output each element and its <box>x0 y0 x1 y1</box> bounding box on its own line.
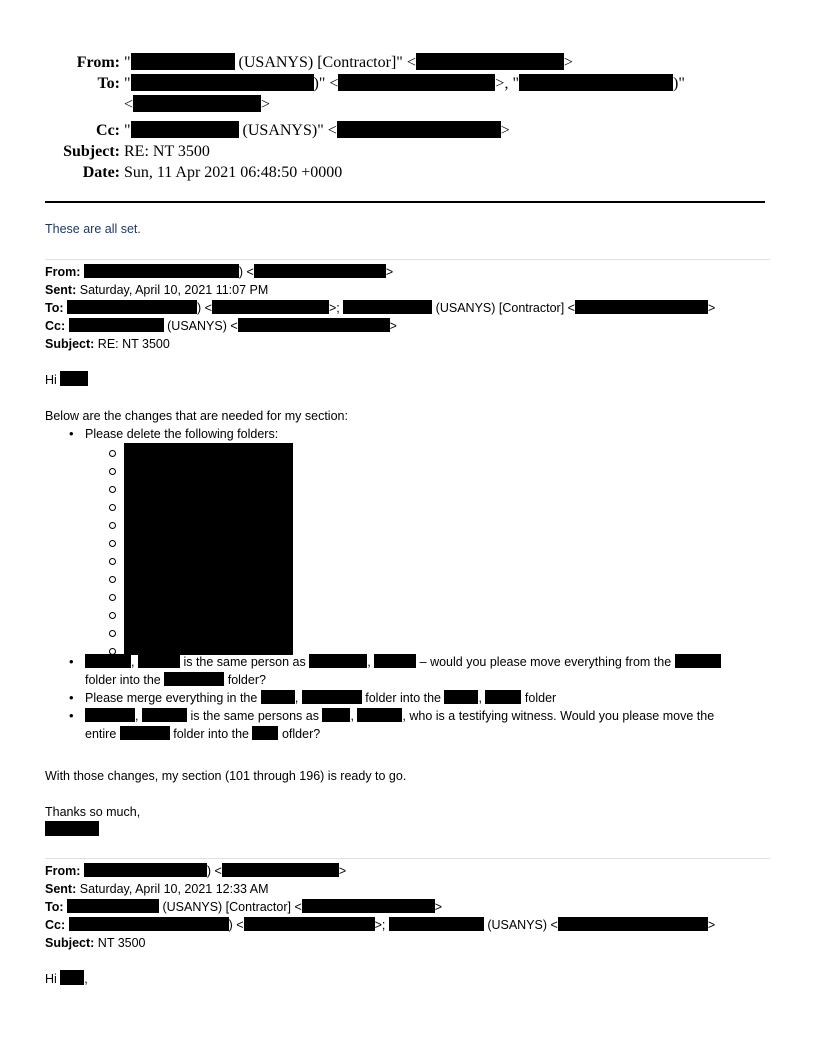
header-subject-value: RE: NT 3500 <box>124 143 210 160</box>
redaction <box>302 899 435 913</box>
redaction <box>222 863 339 877</box>
redaction <box>84 264 239 278</box>
redaction <box>416 53 564 70</box>
redaction <box>389 917 484 931</box>
header-from-row: From: " (USANYS) [Contractor]" < > <box>76 54 573 71</box>
redaction <box>69 318 164 332</box>
header-date-row <box>0 162 816 183</box>
redaction <box>254 264 386 278</box>
redaction <box>244 917 375 931</box>
redaction <box>131 121 239 138</box>
quoted-header-2: From: ) < > Sent: Saturday, April 10, 2021 12:33 AM To: (USANYS) [Contractor] < > Cc: ) < >; (USANYS) < > Subject: NT 3500 <box>45 864 716 950</box>
redaction <box>558 917 708 931</box>
list-item: • Please delete the following folders: <box>45 425 765 653</box>
redaction <box>131 74 314 91</box>
email-header: From: " (USANYS) [Contractor]" < > To: " )" < >, " )" < > Cc: " (USANYS)" < > Subject: RE: NT 3500 Date: Sun, 11 Apr 2021 06:48:50 +0000 <box>0 52 816 183</box>
signoff: Thanks so much, <box>45 803 140 839</box>
header-cc-row: Cc: " (USANYS)" < > <box>96 122 510 139</box>
header-to-label: To: <box>97 75 120 92</box>
redaction <box>124 443 293 655</box>
redaction <box>575 300 708 314</box>
redaction <box>60 970 84 985</box>
header-date-value: Sun, 11 Apr 2021 06:48:50 +0000 <box>124 164 343 181</box>
redaction <box>343 300 432 314</box>
list-item: • , is the same persons as , , who is a testifying witness. Would you please move the entire folder into the oflder? <box>45 707 765 743</box>
header-divider <box>45 201 765 203</box>
redaction <box>60 371 88 386</box>
folder-sublist <box>85 443 765 653</box>
redaction <box>338 74 495 91</box>
redaction <box>133 95 261 112</box>
list-item: • , is the same person as , – would you please move everything from the folder into the folder? <box>45 653 765 689</box>
quoted-header-1: From: ) < > Sent: Saturday, April 10, 2021 11:07 PM To: ) < >; (USANYS) [Contractor] < > Cc: (USANYS) < > Subject: RE: NT 3500 <box>45 265 716 351</box>
header-cc-org: (USANYS)" <box>242 122 324 139</box>
reply-text: These are all set. <box>45 222 141 236</box>
redaction <box>45 821 99 836</box>
header-from-org: (USANYS) [Contractor]" <box>238 54 403 71</box>
redaction <box>238 318 390 332</box>
message-separator <box>45 858 770 859</box>
intro-text: Below are the changes that are needed for my section: <box>45 409 348 423</box>
header-subject-row <box>0 141 816 162</box>
header-from-label: From: <box>76 54 120 71</box>
list-item: • Please merge everything in the , folder into the , folder <box>45 689 765 707</box>
header-date-label: Date: <box>82 164 120 181</box>
greeting-1: Hi <box>45 371 88 389</box>
greeting-2: Hi , <box>45 972 88 986</box>
redaction <box>212 300 329 314</box>
redaction <box>337 121 501 138</box>
header-to-row: To: " )" < >, " )" <box>97 75 685 92</box>
redaction <box>67 899 159 913</box>
header-cc-label: Cc: <box>96 122 120 139</box>
changes-list <box>45 425 765 743</box>
redaction <box>67 300 197 314</box>
redaction <box>131 53 235 70</box>
redaction <box>519 74 673 91</box>
closing-text: With those changes, my section (101 through 196) is ready to go. <box>45 769 407 783</box>
header-subject-label: Subject: <box>63 143 120 160</box>
message-separator <box>45 259 770 260</box>
redaction <box>69 917 229 931</box>
redaction <box>84 863 207 877</box>
